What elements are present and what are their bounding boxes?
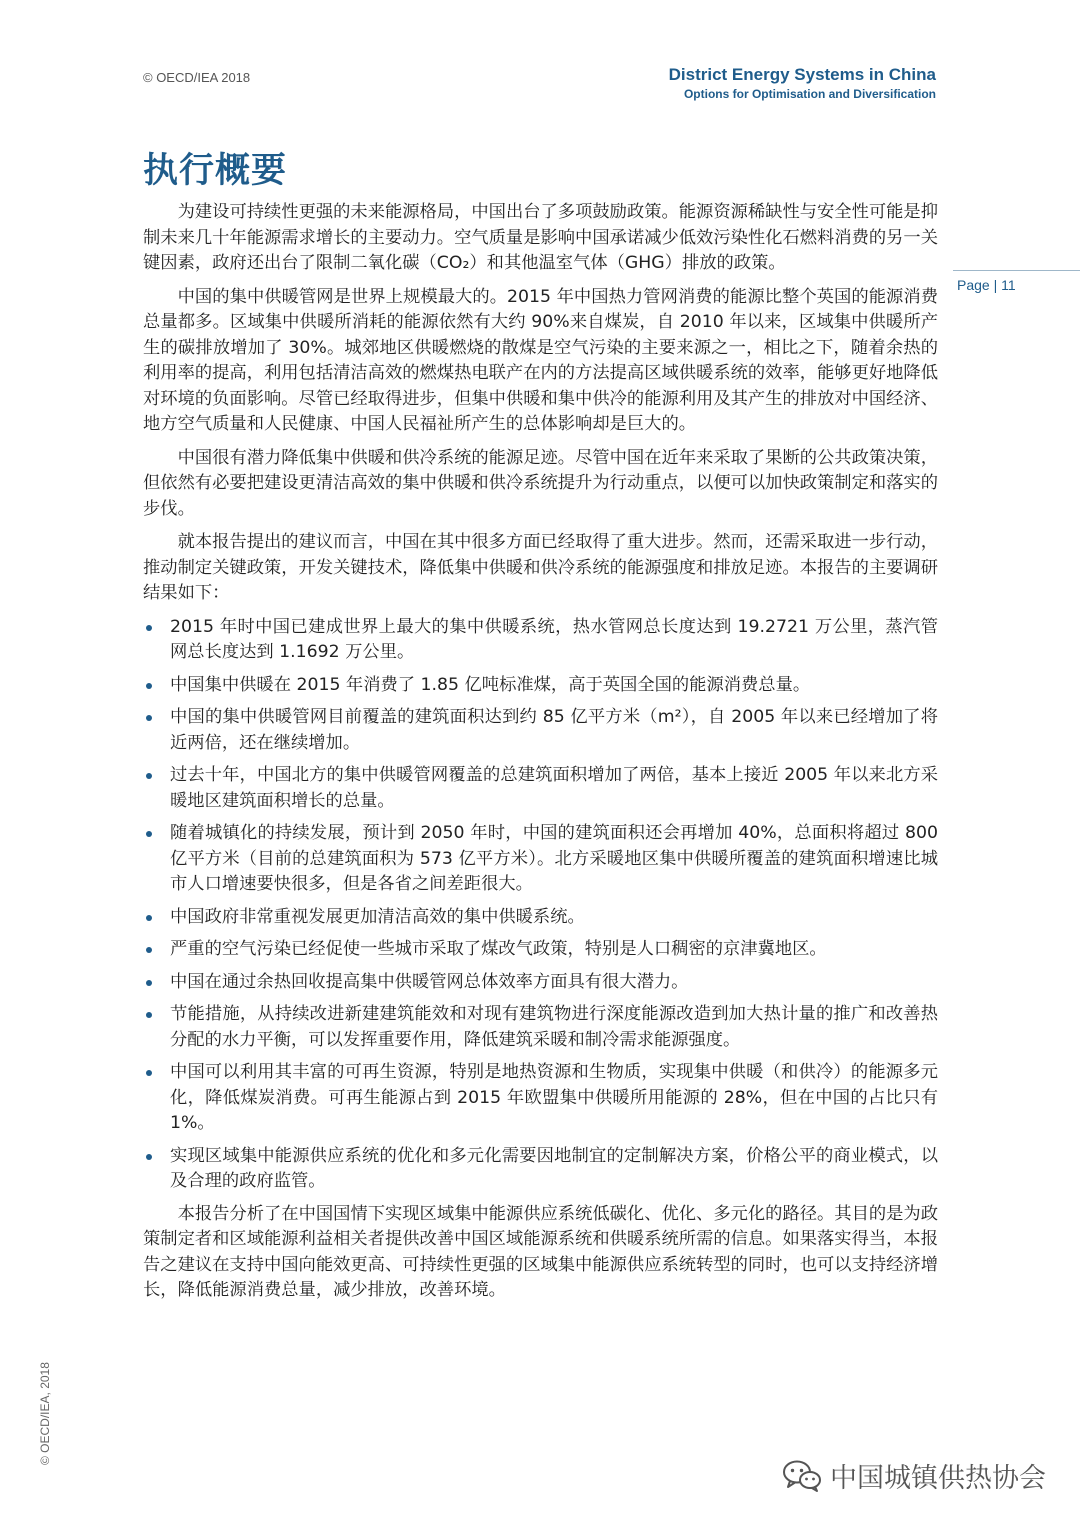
finding-text: 严重的空气污染已经促使一些城市采取了煤改气政策，特别是人口稠密的京津冀地区。 [170,939,827,959]
intro-paragraph: 中国很有潜力降低集中供暖和供冷系统的能源足迹。尽管中国在近年来采取了果断的公共政策决策，但依然有必要把建设更清洁高效的集中供暖和供冷系统提升为行动重点，以便可以加快政策制定和落实的步伐。 [143,447,938,519]
bullet-icon [146,625,152,631]
bullet-icon [146,1070,152,1076]
watermark-text: 中国城镇供热协会 [830,1463,1046,1494]
finding-text: 中国政府非常重视发展更加清洁高效的集中供暖系统。 [170,906,585,927]
finding-item [143,673,938,699]
finding-item [143,937,938,963]
finding-text: 中国的集中供暖管网目前覆盖的建筑面积达到约 85 亿平方米（m²），自 2005 年以来已经增加了将近两倍，还在继续增加。 [170,707,938,753]
finding-item [143,763,938,814]
finding-item [143,1144,938,1195]
findings-list [143,615,938,1195]
finding-text: 中国集中供暖在 2015 年消费了 1.85 亿吨标准煤，高于英国全国的能源消费总量。 [170,674,811,695]
summary-body [143,200,938,1312]
closing-paragraph: 本报告分析了在中国国情下实现区域集中能源供应系统低碳化、优化、多元化的路径。其目的是为政策制定者和区域能源利益相关者提供改善中国区域能源系统和供暖系统所需的信息。如果落实得当，本报告之建议在支持中国向能效更高、可持续性更强的区域集中能源供应系统转型的同时，也可以支持经济增长，降低能源消费总量，减少排放，改善环境。 [143,1203,938,1300]
side-copyright: © OECD/IEA, 2018 [38,1362,52,1465]
bullet-icon [146,715,152,721]
finding-item [143,1002,938,1053]
finding-item [143,615,938,666]
header-block [669,64,936,102]
wechat-watermark [782,1456,1046,1495]
finding-item [143,705,938,756]
finding-text: 实现区域集中能源供应系统的优化和多元化需要因地制宜的定制解决方案，价格公平的商业模式，以及合理的政府监管。 [170,1145,938,1191]
finding-text: 2015 年时中国已建成世界上最大的集中供暖系统，热水管网总长度达到 19.2721 万公里，蒸汽管网总长度达到 1.1692 万公里。 [170,616,938,662]
page-title: 执行概要 [143,151,288,191]
bullet-icon [146,915,152,921]
bullet-icon [146,683,152,689]
bullet-icon [146,980,152,986]
intro-paragraph: 就本报告提出的建议而言，中国在其中很多方面已经取得了重大进步。然而，还需采取进一步行动，推动制定关键政策，开发关键技术，降低集中供暖和供冷系统的能源强度和排放足迹。本报告的主要调研结果如下： [143,532,938,603]
finding-item [143,905,938,931]
report-title: District Energy Systems in China [668,65,936,84]
bullet-icon [146,1154,152,1160]
finding-item [143,1060,938,1137]
finding-text: 过去十年，中国北方的集中供暖管网覆盖的总建筑面积增加了两倍，基本上接近 2005 年以来北方采暖地区建筑面积增长的总量。 [170,765,938,811]
wechat-icon [782,1459,822,1493]
intro-paragraph: 中国的集中供暖管网是世界上规模最大的。2015 年中国热力管网消费的能源比整个英国的能源消费总量都多。区域集中供暖所消耗的能源依然有大约 90%来自煤炭，自 2010 年以来，区域集中供暖所产生的碳排放增加了 30%。城郊地区供暖燃烧的散煤是空气污染的主要来源之一，相比之下，随着余热的利用率的提高，利用包括清洁高效的燃煤热电联产在内的方法提高区域供暖系统的效率，能够更好地降低对环境的负面影响。尽管已经取得进步，但集中供暖和集中供冷的能源利用及其产生的排放对中国经济、地方空气质量和人民健康、中国人民福祉所产生的总体影响却是巨大的。 [143,286,938,434]
bullet-icon [146,773,152,779]
bullet-icon [146,831,152,837]
header-copyright: © OECD/IEA 2018 [143,70,251,85]
report-subtitle: Options for Optimisation and Diversification [683,87,936,101]
page-marker-rule [953,270,1080,271]
page-number: Page | 11 [957,277,1016,293]
finding-text: 随着城镇化的持续发展，预计到 2050 年时，中国的建筑面积还会再增加 40%，总面积将超过 800 亿平方米（目前的总建筑面积为 573 亿平方米）。北方采暖地区集中供暖所覆盖的建筑面积增速比城市人口增速要快很多，但是各省之间差距很大。 [170,823,938,894]
intro-paragraph: 为建设可持续性更强的未来能源格局，中国出台了多项鼓励政策。能源资源稀缺性与安全性可能是抑制未来几十年能源需求增长的主要动力。空气质量是影响中国承诺减少低效污染性化石燃料消费的另一关键因素，政府还出台了限制二氧化碳（CO₂）和其他温室气体（GHG）排放的政策。 [143,202,938,273]
bullet-icon [146,1012,152,1018]
finding-text: 节能措施，从持续改进新建建筑能效和对现有建筑物进行深度能源改造到加大热计量的推广和改善热分配的水力平衡，可以发挥重要作用，降低建筑采暖和制冷需求能源强度。 [170,1004,938,1050]
bullet-icon [146,947,152,953]
finding-text: 中国在通过余热回收提高集中供暖管网总体效率方面具有很大潜力。 [170,971,689,992]
finding-item [143,970,938,996]
finding-item [143,821,938,898]
finding-text: 中国可以利用其丰富的可再生资源，特别是地热资源和生物质，实现集中供暖（和供冷）的能源多元化，降低煤炭消费。可再生能源占到 2015 年欧盟集中供暖所用能源的 28%，但在中国的占比只有 1%。 [170,1062,938,1133]
